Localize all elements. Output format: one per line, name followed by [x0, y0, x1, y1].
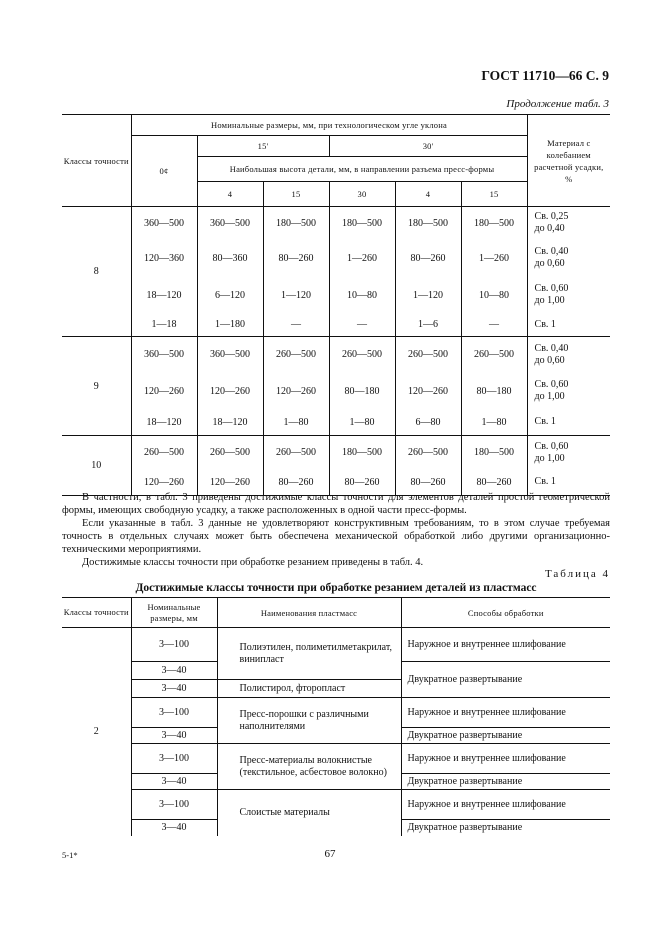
height-cell: 30 [329, 182, 395, 207]
data-cell: 10—80 [329, 277, 395, 314]
data-cell: 1—120 [395, 277, 461, 314]
material-cell: Св. 1 [527, 470, 610, 496]
data-cell: 1—6 [395, 314, 461, 337]
data-cell: 120—260 [395, 373, 461, 410]
data-cell: 80—180 [329, 373, 395, 410]
col-header-class: Классы точности [62, 115, 131, 207]
plastic-cell: Слоистые материалы [217, 790, 401, 836]
data-cell: 260—500 [263, 337, 329, 373]
t4-header-plastic: Наименования пластмасс [217, 598, 401, 628]
data-cell: 80—260 [395, 470, 461, 496]
data-cell: 120—260 [263, 373, 329, 410]
size-cell: 3—100 [131, 744, 217, 774]
table-3 [62, 114, 610, 496]
class-cell: 9 [62, 337, 131, 436]
material-cell: Св. 1 [527, 410, 610, 436]
method-cell: Двукратное развертывание [401, 820, 610, 836]
data-cell: 6—120 [197, 277, 263, 314]
data-cell: 180—500 [329, 207, 395, 240]
data-cell: 18—120 [131, 277, 197, 314]
height-cell: 4 [197, 182, 263, 207]
size-cell: 3—100 [131, 628, 217, 662]
table-4 [62, 597, 610, 836]
data-cell: 80—260 [329, 470, 395, 496]
angle-15-header: 15' [197, 136, 329, 157]
data-cell: 18—120 [131, 410, 197, 436]
size-cell: 3—40 [131, 662, 217, 680]
data-cell: — [461, 314, 527, 337]
data-cell: 180—500 [263, 207, 329, 240]
class-cell: 8 [62, 207, 131, 337]
data-cell: 80—260 [263, 470, 329, 496]
data-cell: — [263, 314, 329, 337]
paragraph: Если указанные в табл. 3 данные не удовлетворяют конструктивным требованиям, то в этом случае требуемая точность в отдельных случаях может быть обеспечена механической обработкой либо другими организационно-техническими мероприятиями. [62, 518, 610, 555]
table-row [62, 790, 610, 820]
method-cell: Наружное и внутреннее шлифование [401, 790, 610, 820]
material-cell: Св. 0,60 до 1,00 [527, 373, 610, 410]
data-cell: 80—260 [461, 470, 527, 496]
table-row [62, 628, 610, 662]
material-cell: Св. 0,40 до 0,60 [527, 240, 610, 277]
material-cell: Св. 0,60 до 1,00 [527, 436, 610, 470]
data-cell: 1—180 [197, 314, 263, 337]
col-header-nominal: Номинальные размеры, мм, при технологическом угле уклона [131, 115, 527, 136]
table-row [62, 698, 610, 728]
page-number: 67 [324, 848, 336, 860]
data-cell: 260—500 [131, 436, 197, 470]
data-cell: 180—500 [461, 207, 527, 240]
data-cell: 120—360 [131, 240, 197, 277]
data-cell: — [329, 314, 395, 337]
page-header: ГОСТ 11710—66 С. 9 [481, 68, 609, 83]
method-cell: Наружное и внутреннее шлифование [401, 744, 610, 774]
data-cell: 80—360 [197, 240, 263, 277]
data-cell: 1—18 [131, 314, 197, 337]
table-row [62, 337, 610, 373]
t4-header-method: Способы обработки [401, 598, 610, 628]
method-cell: Наружное и внутреннее шлифование [401, 698, 610, 728]
height-cell: 15 [461, 182, 527, 207]
paragraph: Достижимые классы точности при обработке резанием приведены в табл. 4. [82, 557, 424, 568]
data-cell: 260—500 [395, 436, 461, 470]
angle-0-header: 0¢ [131, 136, 197, 207]
size-cell: 3—100 [131, 790, 217, 820]
data-cell: 18—120 [197, 410, 263, 436]
data-cell: 180—500 [395, 207, 461, 240]
paragraph: В частности, в табл. 3 приведены достижимые классы точности для элементов деталей простой геометрической формы, имеющих свободную усадку, а также расположенных в одной части пресс-формы. [62, 492, 610, 516]
data-cell: 1—260 [461, 240, 527, 277]
size-cell: 3—40 [131, 680, 217, 698]
data-cell: 260—500 [263, 436, 329, 470]
t4-class-cell: 2 [93, 726, 99, 738]
table-4-title: Достижимые классы точности при обработке резанием деталей из пластмасс [135, 582, 537, 594]
material-cell: Св. 0,25 до 0,40 [527, 207, 610, 240]
data-cell: 360—500 [131, 207, 197, 240]
material-cell: Св. 0,40 до 0,60 [527, 337, 610, 373]
method-cell: Двукратное развертывание [401, 662, 610, 698]
t4-header-nominal: Номинальные размеры, мм [131, 598, 217, 628]
size-cell: 3—100 [131, 698, 217, 728]
table-4-label: Таблица 4 [544, 568, 610, 580]
size-cell: 3—40 [131, 774, 217, 790]
data-cell: 1—80 [461, 410, 527, 436]
table-row [62, 207, 610, 240]
data-cell: 80—260 [395, 240, 461, 277]
data-cell: 6—80 [395, 410, 461, 436]
t4-header-class: Классы точности [62, 598, 131, 628]
data-cell: 1—80 [263, 410, 329, 436]
material-cell: Св. 0,60 до 1,00 [527, 277, 610, 314]
data-cell: 360—500 [197, 207, 263, 240]
table-row [62, 744, 610, 774]
data-cell: 120—260 [197, 470, 263, 496]
plastic-cell: Полистирол, фторопласт [217, 680, 401, 698]
plastic-cell: Пресс-порошки с различными наполнителями [217, 698, 401, 744]
method-cell: Наружное и внутреннее шлифование [401, 628, 610, 662]
method-cell: Двукратное развертывание [401, 774, 610, 790]
angle-30-header: 30' [329, 136, 527, 157]
data-cell: 120—260 [131, 470, 197, 496]
data-cell: 260—500 [329, 337, 395, 373]
method-cell: Двукратное развертывание [401, 728, 610, 744]
data-cell: 360—500 [131, 337, 197, 373]
table-row [62, 314, 610, 337]
table-row [62, 436, 610, 470]
material-cell: Св. 1 [527, 314, 610, 337]
data-cell: 10—80 [461, 277, 527, 314]
max-height-header: Наибольшая высота детали, мм, в направлении разъема пресс-формы [197, 157, 527, 182]
data-cell: 1—80 [329, 410, 395, 436]
data-cell: 80—260 [263, 240, 329, 277]
plastic-cell: Полиэтилен, полиметилметакрилат, винипласт [217, 628, 401, 680]
data-cell: 260—500 [395, 337, 461, 373]
data-cell: 260—500 [461, 337, 527, 373]
data-cell: 80—180 [461, 373, 527, 410]
table-row [62, 240, 610, 277]
table-row [62, 373, 610, 410]
data-cell: 120—260 [131, 373, 197, 410]
data-cell: 1—120 [263, 277, 329, 314]
class-cell: 10 [62, 436, 131, 496]
table-row [62, 277, 610, 314]
data-cell: 360—500 [197, 337, 263, 373]
size-cell: 3—40 [131, 728, 217, 744]
body-text [62, 491, 610, 569]
footer-sheet-mark: 5-1* [62, 850, 78, 860]
height-cell: 4 [395, 182, 461, 207]
col-header-material: Материал с колебанием расчетной усадки, % [527, 115, 610, 207]
data-cell: 120—260 [197, 373, 263, 410]
plastic-cell: Пресс-материалы волокнистые (текстильное, асбестовое волокно) [217, 744, 401, 790]
data-cell: 1—260 [329, 240, 395, 277]
table-row [62, 410, 610, 436]
height-cell: 15 [263, 182, 329, 207]
data-cell: 180—500 [329, 436, 395, 470]
size-cell: 3—40 [131, 820, 217, 836]
data-cell: 180—500 [461, 436, 527, 470]
table-continuation-note: Продолжение табл. 3 [506, 98, 609, 110]
data-cell: 260—500 [197, 436, 263, 470]
